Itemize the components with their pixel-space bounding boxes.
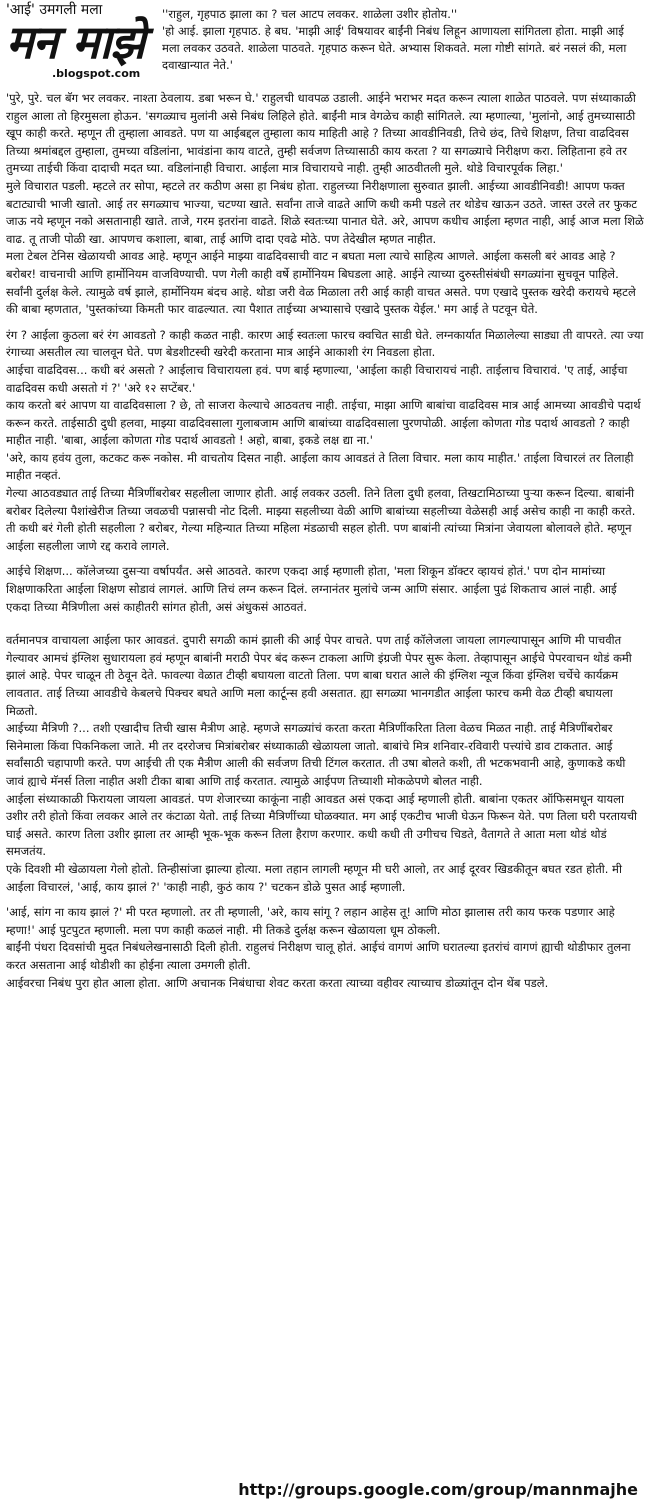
paragraph: मला टेबल टेनिस खेळायची आवड आहे. म्हणून आईने माझ्या वाढदिवसाची वाट न बघता मला त्याचे साहित्य आणले. आईला कसली बरं आवड आहे ? बरोबर! वाचनाची आणि हार्मोनियम वाजविण्याची. पण गेली काही वर्षे हार्मोनियम बिघडला आहे. आईने त्याच्या दुरुस्तीसंबंधी सगळ्यांना सुचवून पाहिले. सर्वांनी दुर्लक्ष केले. त्यामुळे वर्ष झाले, हार्मोनियम बंदच आहे. थोडा जरी वेळ मिळाला तरी आई काही वाचत असते. पण एखादे पुस्तक खरेदी करायचे म्हटले की बाबा म्हणतात, 'पुस्तकांच्या किमती फार वाढल्यात. त्या पैशात ताईच्या अभ्यासाचे एखादे पुस्तक येईल.' मग आई ते पटवून घेते. bbox=[6, 249, 636, 317]
paragraph: आईला संध्याकाळी फिरायला जायला आवडतं. पण शेजारच्या काकूंना नाही आवडत असं एकदा आई म्हणाली होती. बाबांना एकतर ऑफिसमधून यायला उशीर तरी होतो किंवा लवकर आले तर कंटाळा येतो. ताई तिच्या मैत्रिणींच्या घोळक्यात. मग आई एकटीच भाजी घेऊन फिरून येते. पण तिला घरी परतायची घाई असते. कारण तिला उशीर झाला तर आम्ही भूक-भूक करून तिला हैराण करणार. कधी कधी ती उगीचच चिडते, वैतागते ते आता मला थोडं थोडं समजतंय. bbox=[6, 791, 637, 859]
article-title: 'आई' उमगली मला bbox=[6, 2, 103, 18]
paragraph: काय करतो बरं आपण या वाढदिवसाला ? छे, तो साजरा केल्याचे आठवतच नाही. ताईचा, माझा आणि बाबांचा वाढदिवस मात्र आई आमच्या आवडीचे पदार्थ करून करते. ताईसाठी दुधी हलवा, माझ्या वाढदिवसाला गुलाबजाम आणि बाबांच्या वाढदिवसाला पुरणपोळी. आईला कोणता गोड पदार्थ आवडतो ? काही माहीत नाही. 'बाबा, आईला कोणता गोड पदार्थ आवडतो ! अहो, बाबा, इकडे लक्ष द्या ना.' bbox=[6, 398, 641, 448]
paragraph: गेल्या आठवड्यात ताई तिच्या मैत्रिणींबरोबर सहलीला जाणार होती. आई लवकर उठली. तिने तिला दुधी हलवा, तिखटामिठाच्या पुऱ्या करून दिल्या. बाबांनी बरोबर दिलेल्या पैशांखेरीज तिच्या जवळची पन्नासची नोट दिली. माझ्या सहलीच्या वेळी आणि बाबांच्या सहलीच्या वेळेसही आई असेच काही ना काही करते. ती कधी बरं गेली होती सहलीला ? बरोबर, गेल्या महिन्यात तिच्या महिला मंडळाची सहल होती. पण बाबांनी त्यांच्या मित्रांना जेवायला बोलावले होते. म्हणून आईला सहलीला जाणे रद्द करावे लागले. bbox=[6, 486, 636, 553]
paragraph: आईवरचा निबंध पुरा होत आला होता. आणि अचानक निबंधाचा शेवट करता करता त्याच्या वहीवर त्याच्याच डोळ्यांतून दोन थेंब पडले. bbox=[6, 975, 549, 990]
paragraph: 'आई, सांग ना काय झालं ?' मी परत म्हणालो. तर ती म्हणाली, 'अरे, काय सांगू ? लहान आहेस तू! आणि मोठा झालास तरी काय फरक पडणार आहे म्हणा!' आई पुटपुटत म्हणाली. मला पण काही कळलं नाही. मी तिकडे दुर्लक्ष करून खेळायला धूम ठोकली. bbox=[6, 905, 615, 937]
intro-paragraph: ''राहुल, गृहपाठ झाला का ? चल आटप लवकर. शाळेला उशीर होतोय.'' bbox=[162, 7, 458, 21]
paragraph: बाईंनी पंधरा दिवसांची मुदत निबंधलेखनासाठी दिली होती. राहुलचं निरीक्षण चालू होतं. आईचं वागणं आणि घरातल्या इतरांचं वागणं ह्याची थोडीफार तुलना करत असताना आई थोडीशी का होईना त्याला उमगली होती. bbox=[6, 940, 631, 972]
paragraph: मुले विचारात पडली. म्हटले तर सोपा, म्हटले तर कठीण असा हा निबंध होता. राहुलच्या निरीक्षणाला सुरुवात झाली. आईच्या आवडीनिवडी! आपण फक्त बटाट्याची भाजी खातो. आई तर सगळ्याच भाज्या, चटण्या खाते. सर्वांना ताजे वाढते आणि कधी कमी पडले तर थोडेच खाऊन उठते. जास्त उरले तर फुकट जाऊ नये म्हणून नको असतानाही खाते. ताजे, गरम इतरांना वाढते. शिळे स्वतःच्या पानात घेते. अरे, आपण कधीच आईला म्हणत नाही, आई आज मला शिळे वाढ. तू ताजी पोळी खा. आपणच कशाला, बाबा, ताई आणि दादा एवढे मोठे. पण तेदेखील म्हणत नाहीत. bbox=[6, 178, 644, 246]
paragraph: 'पुरे, पुरे. चल बॅग भर लवकर. नाश्ता ठेवलाय. डबा भरून घे.' राहुलची धावपळ उडाली. आईने भराभर मदत करून त्याला शाळेत पाठवले. पण संध्याकाळी राहुल आला तो हिरमुसला होऊन. 'सगळ्याच मुलांनी असे निबंध लिहिले होते. बाईंनी मात्र वेगळेच काही सांगितले. त्या म्हणाल्या, 'मुलांनो, आई तुमच्यासाठी खूप काही करते. म्हणून ती तुम्हाला आवडते. पण या आईबद्दल तुम्हाला काय माहिती आहे ? तिच्या आवडीनिवडी, तिचे छंद, तिचे शिक्षण, तिचा वाढदिवस तिच्या श्रमांबद्दल तुम्हाला, तुमच्या वडिलांना, भावंडांना काय वाटते, तुम्ही सर्वजण तिच्यासाठी काय करता ? या सगळ्याचे निरीक्षण करा. लिहिताना हवे तर तुमच्या ताईची किंवा दादाची मदत घ्या. वडिलांनाही विचारा. आईला मात्र विचारायचे नाही. तुम्ही आठवीतली मुले. थोडे विचारपूर्वक लिहा.' bbox=[6, 91, 636, 176]
article-body bbox=[6, 90, 644, 992]
paragraph: आईचा वाढदिवस... कधी बरं असतो ? आईलाच विचारायला हवं. पण बाई म्हणाल्या, 'आईला काही विचारायचं नाही. ताईलाच विचारावं. 'ए ताई, आईचा वाढदिवस कधी असतो गं ?' 'अरे १२ सप्टेंबर.' bbox=[6, 362, 628, 395]
blog-url: .blogspot.com bbox=[52, 67, 141, 80]
paragraph: आईच्या मैत्रिणी ?... तशी एखादीच तिची खास मैत्रीण आहे. म्हणजे सगळ्यांचं करता करता मैत्रिणींकरिता तिला वेळच मिळत नाही. ताई मैत्रिणींबरोबर सिनेमाला किंवा पिकनिकला जाते. मी तर दररोजच मित्रांबरोबर संध्याकाळी खेळायला जातो. बाबांचे मित्र शनिवार-रविवारी पत्त्यांचे डाव टाकतात. आई सर्वांसाठी चहापाणी करते. पण आईची ती एक मैत्रीण आली की सर्वजण तिची टिंगल करतात. ती उषा बोलते कशी, ती भटकभवानी आहे, कुणाकडे कधी जावं ह्याचे मॅनर्स तिला नाहीत अशी टीका बाबा आणि ताई करतात. त्यामुळे आईपण तिच्याशी मोकळेपणे बोलत नाही. bbox=[6, 721, 626, 788]
paragraph: रंग ? आईला कुठला बरं रंग आवडतो ? काही कळत नाही. कारण आई स्वतःला फारच क्वचित साडी घेते. लग्नकार्यात मिळालेल्या साड्या ती वापरते. त्या ज्या रंगाच्या असतील त्या चालवून घेते. पण बेडशीटस्ची खरेदी करताना मात्र आईने आकाशी रंग निवडला होता. bbox=[6, 327, 644, 360]
paragraph: एके दिवशी मी खेळायला गेलो होतो. तिन्हीसांजा झाल्या होत्या. मला तहान लागली म्हणून मी घरी आलो, तर आई दूरवर खिडकीतून बघत रडत होती. मी आईला विचारलं, 'आई, काय झालं ?' 'काही नाही, कुठं काय ?' चटकन डोळे पुसत आई म्हणाली. bbox=[6, 861, 622, 894]
group-link[interactable]: http://groups.google.com/group/mannmajhe bbox=[238, 1480, 638, 1499]
paragraph: वर्तमानपत्र वाचायला आईला फार आवडतं. दुपारी सगळी कामं झाली की आई पेपर वाचते. पण ताई कॉलेजला जायला लागल्यापासून आणि मी पाचवीत गेल्यावर आमचं इंग्लिश सुधारायला हवं म्हणून बाबांनी मराठी पेपर बंद करून टाकला आणि इंग्रजी पेपर सुरू केला. तेव्हापासून आईचे पेपरवाचन थोडं कमी झालं आहे. पेपर चाळून ती ठेवून देते. फावल्या वेळात टीव्ही बघायला वाटतो तिला. पण बाबा घरात आले की इंग्लिश न्यूज किंवा इंग्लिश चर्चेचे कार्यक्रम लावतात. ताई तिच्या आवडीचे केबलचे पिक्चर बघते आणि मला कार्टून्स हवी असतात. ह्या सगळ्या भानगडीत आईला फारच कमी वेळ टीव्ही बघायला मिळतो. bbox=[6, 633, 632, 718]
paragraph: आईचे शिक्षण... कॉलेजच्या दुसऱ्या वर्षापर्यंत. असे आठवते. कारण एकदा आई म्हणाली होता, 'मला शिकून डॉक्टर व्हायचं होतं.' पण दोन मामांच्या शिक्षणाकरिता आईला शिक्षण सोडावं लागलं. आणि तिचं लग्न करून दिलं. लग्नानंतर मुलांचे जन्म आणि संसार. आईला पुढं शिकताच आलं नाही. आई एकदा तिच्या मैत्रिणीला असं काहीतरी सांगत होती, असं अंधुकसं आठवतं. bbox=[6, 564, 617, 614]
paragraph: 'अरे, काय हवंय तुला, कटकट करू नकोस. मी वाचतोय दिसत नाही. आईला काय आवडतं ते तिला विचार. मला काय माहीत.' ताईला विचारलं तर तिलाही माहीत नव्हतं. bbox=[6, 450, 634, 483]
blog-brand bbox=[6, 2, 156, 94]
intro-text bbox=[162, 6, 644, 74]
intro-paragraph: 'हो आई. झाला गृहपाठ. हे बघ. 'माझी आई' विषयावर बाईंनी निबंध लिहून आणायला सांगितला होता. माझी आई मला लवकर उठवते. शाळेला पाठवते. गृहपाठ करून घेते. अभ्यास शिकवते. मला गोष्टी सांगते. बरं नसलं की, मला दवाखान्यात नेते.' bbox=[162, 24, 627, 72]
blog-logo: मन माझे bbox=[6, 15, 145, 69]
